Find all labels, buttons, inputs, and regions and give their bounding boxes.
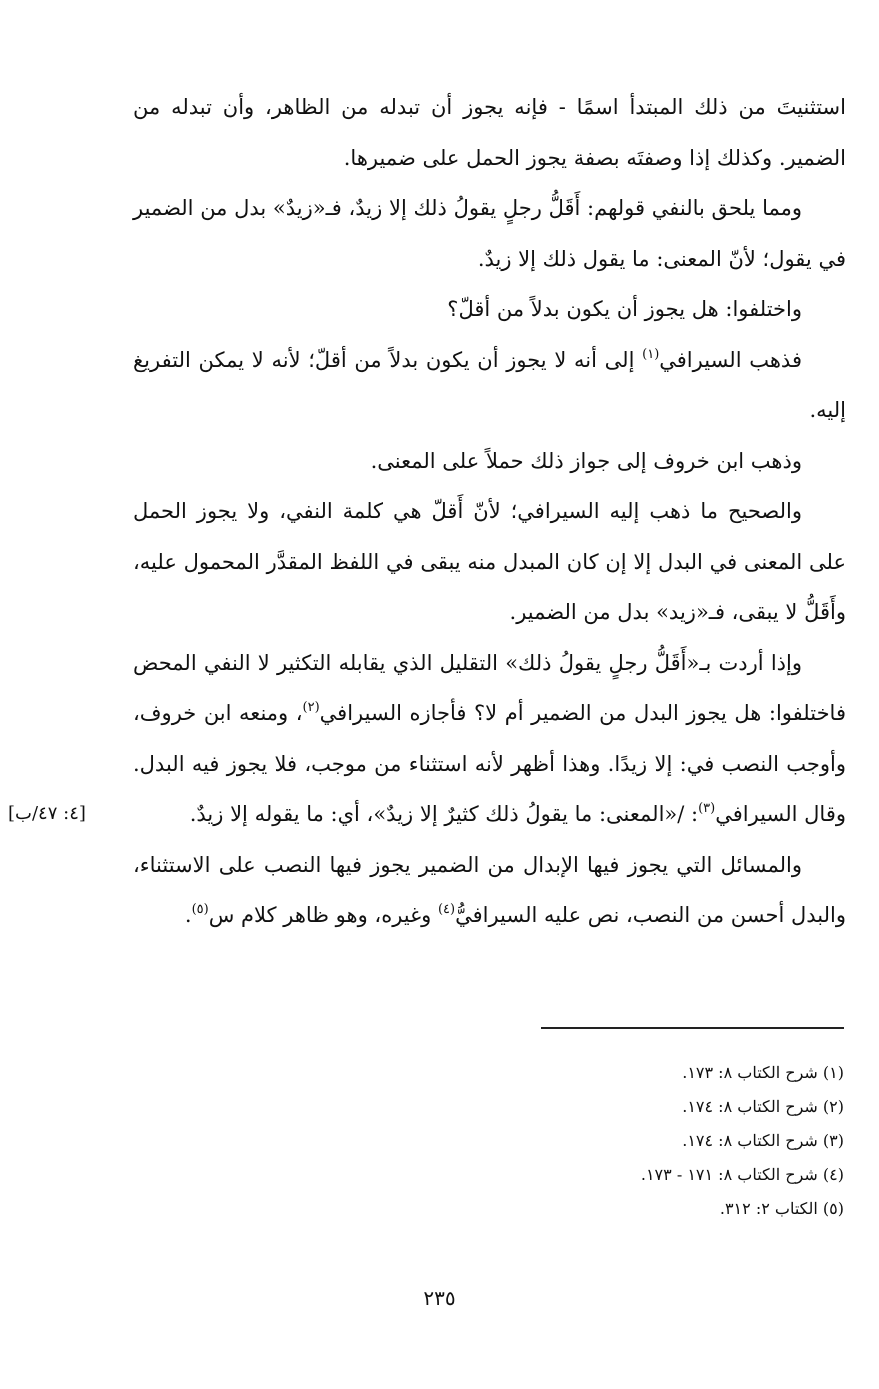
- footnote: (٤) شرح الكتاب ٨: ١٧١ - ١٧٣.: [640, 1165, 844, 1184]
- footnote: (١) شرح الكتاب ٨: ١٧٣.: [682, 1063, 844, 1082]
- paragraph: ومما يلحق بالنفي قولهم: أَقَلُّ رجلٍ يقولُ ذلك إلا زيدٌ، فـ«زيدٌ» بدل من الضمير في يقول؛ لأنّ المعنى: ما يقول ذلك إلا زيدٌ.: [133, 196, 846, 271]
- footnote-marker[interactable]: (٣): [698, 801, 716, 816]
- text-run: إلى أنه لا يجوز أن يكون بدلاً من أقلّ؛ لأنه لا يمكن التفريغ إليه.: [133, 347, 846, 422]
- text-run: .: [184, 903, 192, 927]
- text-run: ، ومنعه ابن خروف، وأوجب النصب في: إلا زيدًا. وهذا أظهر لأنه استثناء من موجب، فلا يجوز فيه البدل. وقال السيرافي: [133, 701, 846, 826]
- paragraph: والصحيح ما ذهب إليه السيرافي؛ لأنّ أَقلّ هي كلمة النفي، ولا يجوز الحمل على المعنى في البدل إلا إن كان المبدل منه يبقى في اللفظ المقدَّر المحمول عليه، وأَقَلُّ لا يبقى، فـ«زيد» بدل من الضمير.: [133, 499, 846, 624]
- paragraph: وذهب ابن خروف إلى جواز ذلك حملاً على المعنى.: [370, 448, 802, 473]
- margin-manuscript-reference: [٤: ٤٧/ب]: [8, 803, 86, 824]
- footnote-marker[interactable]: (١): [642, 346, 660, 362]
- text-run: وإذا أردت بـ«أَقَلُّ رجلٍ يقولُ ذلك» التقليل الذي يقابله التكثير لا النفي المحض فاختلفوا: هل يجوز البدل من الضمير أم لا؟ فأجازه السيرافي: [133, 650, 846, 725]
- footnote-marker[interactable]: (٥): [191, 902, 209, 917]
- main-text: [133, 82, 846, 941]
- text-run: فذهب السيرافي: [659, 347, 802, 372]
- footnotes: [424, 1056, 844, 1226]
- paragraph: [133, 335, 846, 436]
- footnote: (٢) شرح الكتاب ٨: ١٧٤.: [682, 1097, 844, 1116]
- footnote: (٣) شرح الكتاب ٨: ١٧٤.: [682, 1131, 844, 1150]
- footnote-marker[interactable]: (٤): [437, 902, 456, 917]
- paragraph: استثنيتَ من ذلك المبتدأ اسمًا - فإنه يجوز أن تبدله من الظاهر، وأن تبدله من الضمير. وكذلك إذا وصفتَه بصفة يجوز الحمل على ضميرها.: [133, 95, 846, 170]
- text-run: : /«المعنى: ما يقولُ ذلك كثيرٌ إلا زيدٌ»، أي: ما يقوله إلا زيدٌ.: [189, 802, 699, 826]
- footnote-marker[interactable]: (٢): [302, 700, 320, 715]
- paragraph: [133, 840, 846, 941]
- footnote-separator: [541, 1027, 844, 1029]
- page-number: ٢٣٥: [423, 1286, 456, 1310]
- text-run: والمسائل التي يجوز فيها الإبدال من الضمير يجوز فيها النصب على الاستثناء، والبدل أحسن من النصب، نص عليه السيرافيُّ: [133, 852, 846, 927]
- footnote: (٥) الكتاب ٢: ٣١٢.: [719, 1199, 844, 1218]
- paragraph: واختلفوا: هل يجوز أن يكون بدلاً من أقلّ؟: [447, 297, 802, 321]
- text-run: وغيره، وهو ظاهر كلام س: [208, 903, 438, 927]
- paragraph: [133, 638, 846, 840]
